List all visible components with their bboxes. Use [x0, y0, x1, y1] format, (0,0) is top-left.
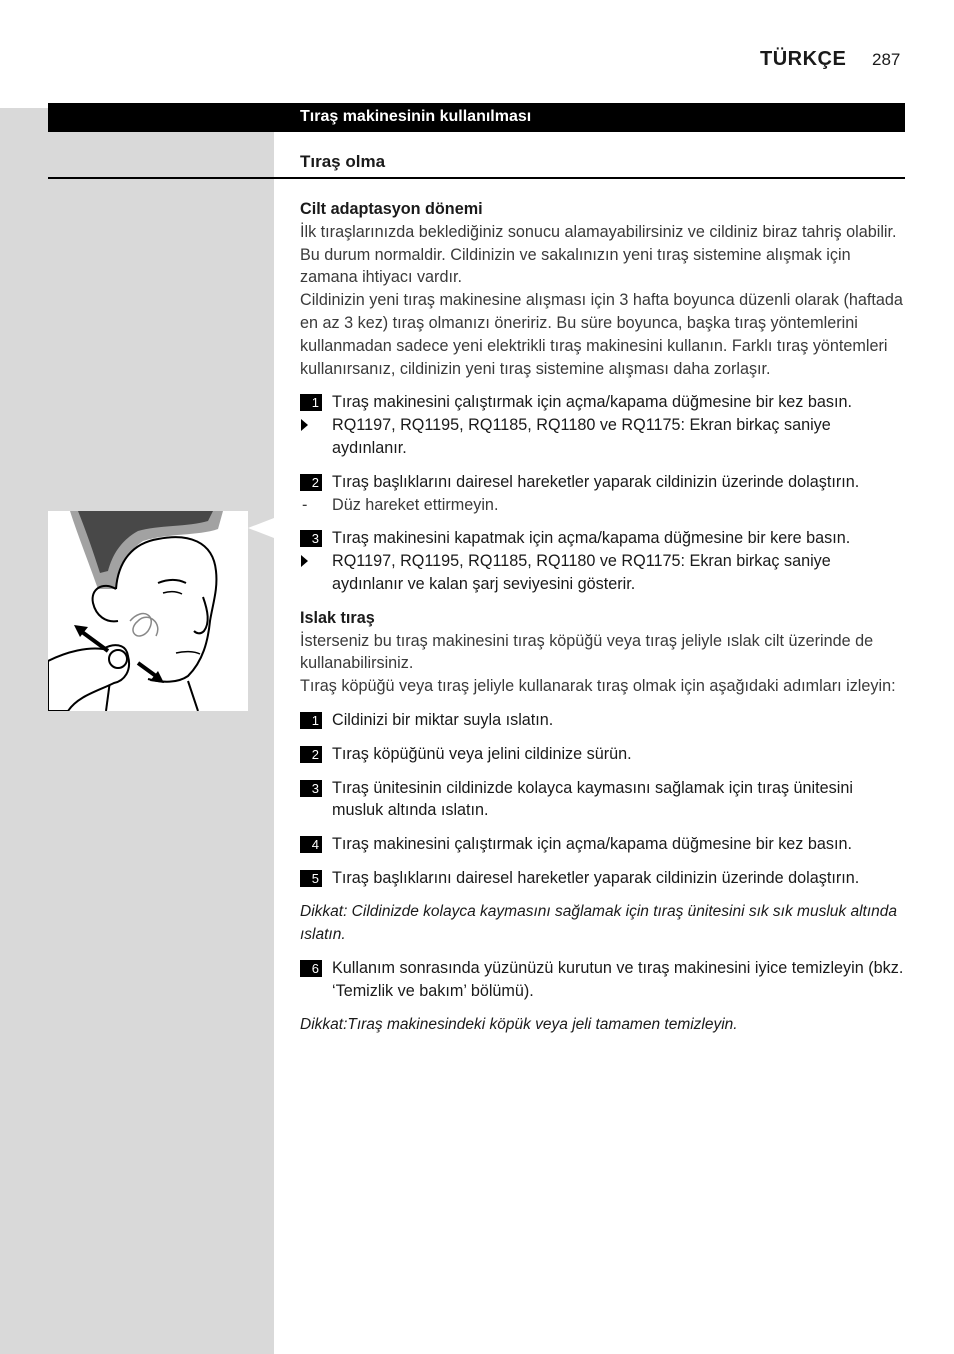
wet-step-2 [300, 743, 906, 766]
step-number: 2 [300, 746, 322, 763]
result-arrow-icon [301, 419, 308, 431]
result-text: RQ1197, RQ1195, RQ1185, RQ1180 ve RQ1175: Ekran birkaç saniye aydınlanır. [332, 416, 831, 457]
gray-sidebar [0, 108, 274, 1354]
step-text: Tıraş başlıklarını dairesel hareketler yaparak cildinizin üzerinde dolaştırın. [332, 472, 860, 491]
main-content [300, 198, 906, 1037]
dry-result-1 [300, 414, 906, 460]
wet-step-5 [300, 867, 906, 890]
wet-paragraph-1: İsterseniz bu tıraş makinesini tıraş köpüğü veya tıraş jeliyle ıslak cilt üzerinde de kullanabilirsiniz. [300, 631, 874, 673]
dash-text: Düz hareket ettirmeyin. [332, 495, 499, 514]
step-number: 4 [300, 836, 322, 853]
result-text: RQ1197, RQ1195, RQ1185, RQ1180 ve RQ1175: Ekran birkaç saniye aydınlanır ve kalan şarj seviyesini gösterir. [332, 552, 831, 593]
dry-dash-item: - Düz hareket ettirmeyin. [302, 495, 499, 514]
wet-heading: Islak tıraş [300, 608, 375, 627]
step-number: 6 [300, 960, 322, 977]
language-label: TÜRKÇE [760, 48, 847, 70]
caution-note-2: Dikkat:Tıraş makinesindeki köpük veya jeli tamamen temizleyin. [300, 1015, 738, 1033]
step-text: Tıraş makinesini kapatmak için açma/kapama düğmesine bir kere basın. [332, 529, 851, 548]
section-title: Tıraş makinesinin kullanılması [300, 108, 532, 125]
subsection-title: Tıraş olma [300, 152, 386, 171]
wet-step-3 [300, 777, 906, 823]
wet-paragraph-2: Tıraş köpüğü veya tıraş jeliyle kullanarak tıraş olmak için aşağıdaki adımları izleyin: [300, 677, 896, 696]
illustration-pointer [248, 518, 274, 538]
wet-step-4 [300, 833, 906, 856]
step-text: Tıraş ünitesinin cildinizde kolayca kaymasını sağlamak için tıraş ünitesini musluk altında ıslatın. [332, 778, 853, 820]
step-number: 2 [300, 474, 322, 491]
adaptation-heading: Cilt adaptasyon dönemi [300, 200, 483, 218]
step-text: Tıraş makinesini çalıştırmak için açma/kapama düğmesine bir kez basın. [332, 835, 852, 854]
step-text: Cildinizi bir miktar suyla ıslatın. [332, 710, 554, 729]
step-text: Tıraş makinesini çalıştırmak için açma/kapama düğmesine bir kez basın. [332, 393, 852, 412]
shaving-illustration [48, 511, 248, 711]
result-arrow-icon [301, 555, 308, 567]
step-number: 5 [300, 870, 322, 887]
dry-step-3 [300, 527, 906, 550]
wet-step-6 [300, 957, 906, 1003]
step-text: Kullanım sonrasında yüzünüzü kurutun ve tıraş makinesini iyice temizleyin (bkz. ‘Temizlik ve bakım’ bölümü). [332, 959, 904, 1001]
dry-result-2 [300, 550, 906, 596]
adaptation-paragraph-2: Cildinizin yeni tıraş makinesine alışması için 3 hafta boyunca düzenli olarak (haftada en az 3 kez) tıraş olmanızı öneririz. Bu süre boyunca, başka tıraş yöntemlerini kullanmadan sadece yeni elektrikli tıraş makinesini kullanın. Farklı tıraş yöntemleri kullanırsanız, cildinizin yeni tıraş sistemine alışması daha zorlaşır. [300, 291, 903, 378]
step-number: 3 [300, 530, 322, 547]
step-number: 1 [300, 712, 322, 729]
adaptation-paragraph-1: İlk tıraşlarınızda beklediğiniz sonucu alamayabilirsiniz ve cildiniz biraz tahriş olabilir. Bu durum normaldir. Cildinizin ve sakalınızın yeni tıraş sistemine alışmak için zamana ihtiyacı vardır. [300, 222, 897, 287]
divider-rule [48, 177, 905, 179]
step-text: Tıraş köpüğünü veya jelini cildinize sürün. [332, 744, 632, 763]
page-number: 287 [872, 50, 901, 69]
step-number: 1 [300, 394, 322, 411]
caution-note-1: Dikkat: Cildinizde kolayca kaymasını sağlamak için tıraş ünitesini sık sık musluk altında ıslatın. [300, 902, 897, 943]
wet-step-1 [300, 709, 906, 732]
step-number: 3 [300, 780, 322, 797]
step-text: Tıraş başlıklarını dairesel hareketler yaparak cildinizin üzerinde dolaştırın. [332, 868, 860, 887]
dry-step-2 [300, 471, 906, 494]
dry-step-1 [300, 391, 906, 414]
